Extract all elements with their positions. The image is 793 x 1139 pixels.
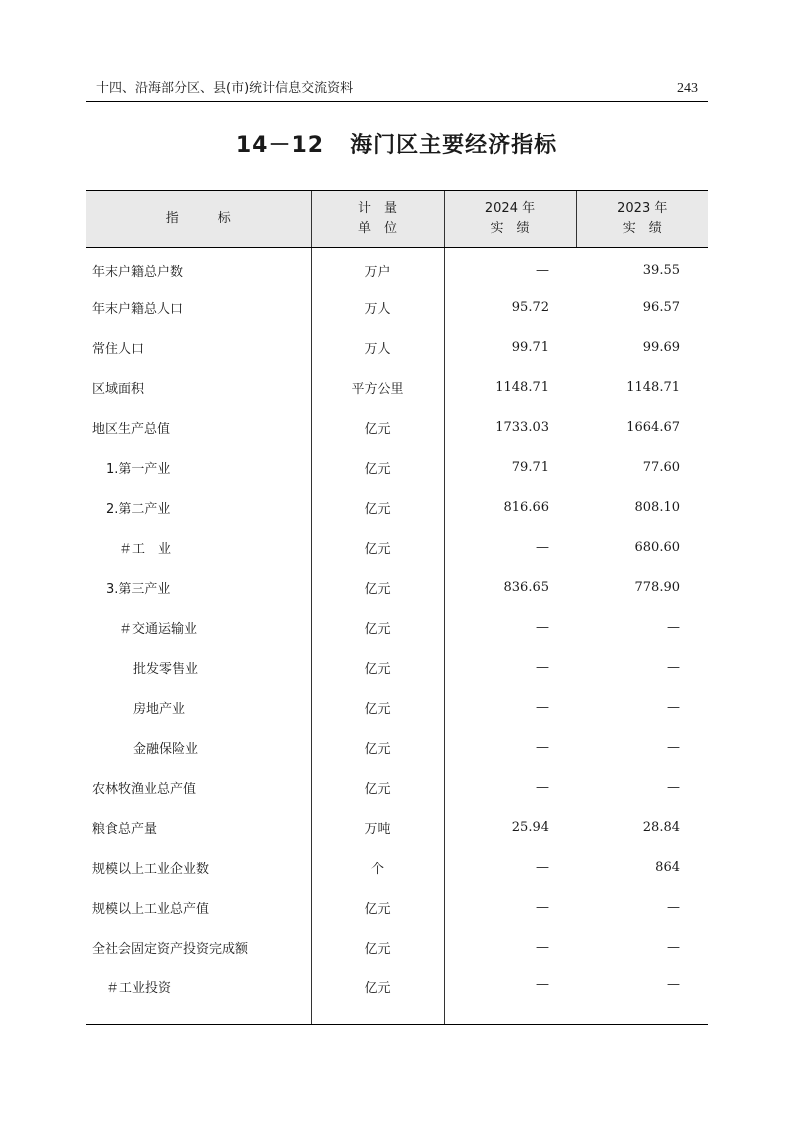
- table-row: [86, 288, 708, 328]
- unit-cell: 亿元: [311, 688, 444, 728]
- value-2024-cell: —: [536, 780, 549, 795]
- unit-cell: 个: [311, 848, 444, 888]
- indicator-cell: 1.第一产业: [106, 462, 171, 477]
- unit-cell: 万人: [311, 288, 444, 328]
- table-row: [86, 328, 708, 368]
- value-2024-cell: —: [536, 540, 549, 555]
- indicator-cell: 房地产业: [133, 702, 186, 717]
- table-row: [86, 688, 708, 728]
- value-2023-cell: —: [667, 660, 680, 675]
- value-2024-cell: 1148.71: [495, 380, 549, 395]
- value-2023-cell: 99.69: [642, 340, 680, 355]
- indicator-cell: 农林牧渔业总产值: [92, 782, 197, 797]
- column-header-2023: [576, 191, 708, 248]
- value-2023-cell: 96.57: [642, 300, 680, 315]
- unit-cell: 万人: [311, 328, 444, 368]
- indicator-cell: ＃工 业: [119, 542, 172, 557]
- indicator-table: [86, 190, 708, 1025]
- table-row: [86, 968, 708, 1025]
- unit-cell: 亿元: [311, 448, 444, 488]
- column-header-2024: [444, 191, 576, 248]
- table-row: [86, 448, 708, 488]
- unit-cell: 亿元: [311, 608, 444, 648]
- value-2023-cell: 778.90: [634, 580, 680, 595]
- indicator-cell: 地区生产总值: [92, 422, 171, 437]
- column-header-line: 指 标: [165, 211, 231, 226]
- unit-cell: 亿元: [311, 568, 444, 608]
- unit-cell: 亿元: [311, 408, 444, 448]
- table-row: [86, 248, 708, 288]
- column-header-line: 实 绩: [490, 221, 530, 236]
- indicator-cell: 常住人口: [92, 342, 145, 357]
- value-2023-cell: —: [667, 900, 680, 915]
- value-2023-cell: —: [667, 780, 680, 795]
- table-row: [86, 848, 708, 888]
- running-head: [86, 78, 708, 100]
- indicator-cell: 金融保险业: [133, 742, 199, 757]
- column-header-indicator: [86, 191, 311, 248]
- value-2023-cell: 1148.71: [626, 380, 680, 395]
- indicator-cell: 2.第二产业: [106, 502, 171, 517]
- value-2023-cell: 28.84: [642, 820, 680, 835]
- value-2024-cell: —: [536, 263, 549, 279]
- indicator-cell: 批发零售业: [133, 662, 199, 677]
- table-title: [0, 128, 793, 159]
- value-2024-cell: —: [536, 740, 549, 755]
- unit-cell: 万户: [311, 248, 444, 288]
- value-2023-cell: 77.60: [642, 460, 680, 475]
- unit-cell: 亿元: [311, 728, 444, 768]
- value-2023-cell: 680.60: [634, 540, 680, 555]
- page-number: 243: [677, 81, 698, 96]
- table-row: [86, 608, 708, 648]
- value-2024-cell: 25.94: [511, 820, 549, 835]
- unit-cell: 亿元: [311, 528, 444, 568]
- table-row: [86, 568, 708, 608]
- value-2023-cell: —: [667, 740, 680, 755]
- table-row: [86, 408, 708, 448]
- unit-cell: 亿元: [311, 488, 444, 528]
- indicator-cell: ＃工业投资: [86, 968, 311, 1025]
- value-2024-cell: 99.71: [511, 340, 549, 355]
- table-row: [86, 768, 708, 808]
- value-2024-cell: 836.65: [503, 580, 549, 595]
- value-2024-cell: 79.71: [511, 460, 549, 475]
- value-2023-cell: —: [667, 620, 680, 635]
- indicator-cell: 年末户籍总户数: [92, 265, 184, 281]
- table-row: [86, 728, 708, 768]
- table-row: [86, 808, 708, 848]
- value-2024-cell: 1733.03: [495, 420, 549, 435]
- value-2023-cell: 864: [655, 860, 680, 875]
- table-header-row: [86, 191, 708, 248]
- table-title-text: 海门区主要经济指标: [350, 133, 558, 158]
- unit-cell: 亿元: [311, 888, 444, 928]
- value-2024-cell: 95.72: [511, 300, 549, 315]
- value-2023-cell: 1664.67: [626, 420, 680, 435]
- unit-cell: 亿元: [311, 968, 444, 1025]
- indicator-cell: 规模以上工业总产值: [92, 902, 210, 917]
- indicator-cell: 粮食总产量: [92, 822, 158, 837]
- value-2024-cell: —: [536, 620, 549, 635]
- table-row: [86, 488, 708, 528]
- unit-cell: 亿元: [311, 928, 444, 968]
- table-row: [86, 928, 708, 968]
- column-header-line: 2023 年: [617, 201, 668, 216]
- value-2023-cell: 39.55: [642, 263, 680, 279]
- indicator-cell: 规模以上工业企业数: [92, 862, 210, 877]
- value-2024-cell: —: [536, 860, 549, 875]
- value-2024-cell: —: [444, 968, 576, 1025]
- table-number: 14－12: [235, 133, 325, 158]
- value-2023-cell: —: [576, 968, 708, 1025]
- indicator-cell: 全社会固定资产投资完成额: [92, 942, 249, 957]
- indicator-cell: 3.第三产业: [106, 582, 171, 597]
- value-2024-cell: —: [536, 940, 549, 955]
- column-header-line: 单 位: [357, 221, 397, 236]
- unit-cell: 亿元: [311, 648, 444, 688]
- unit-cell: 亿元: [311, 768, 444, 808]
- value-2023-cell: —: [667, 700, 680, 715]
- column-header-line: 实 绩: [622, 221, 662, 236]
- table-row: [86, 368, 708, 408]
- table-row: [86, 648, 708, 688]
- table-row: [86, 528, 708, 568]
- indicator-cell: ＃交通运输业: [119, 622, 198, 637]
- table-row: [86, 888, 708, 928]
- column-header-unit: [311, 191, 444, 248]
- section-title: 十四、沿海部分区、县(市)统计信息交流资料: [96, 81, 354, 96]
- value-2024-cell: —: [536, 660, 549, 675]
- header-rule: [86, 101, 708, 102]
- value-2023-cell: —: [667, 940, 680, 955]
- column-header-line: 2024 年: [484, 201, 536, 216]
- column-header-line: 计 量: [357, 201, 397, 216]
- value-2023-cell: 808.10: [634, 500, 680, 515]
- unit-cell: 平方公里: [311, 368, 444, 408]
- indicator-cell: 区域面积: [92, 382, 145, 397]
- value-2024-cell: 816.66: [503, 500, 549, 515]
- unit-cell: 万吨: [311, 808, 444, 848]
- value-2024-cell: —: [536, 900, 549, 915]
- value-2024-cell: —: [536, 700, 549, 715]
- indicator-cell: 年末户籍总人口: [92, 302, 184, 317]
